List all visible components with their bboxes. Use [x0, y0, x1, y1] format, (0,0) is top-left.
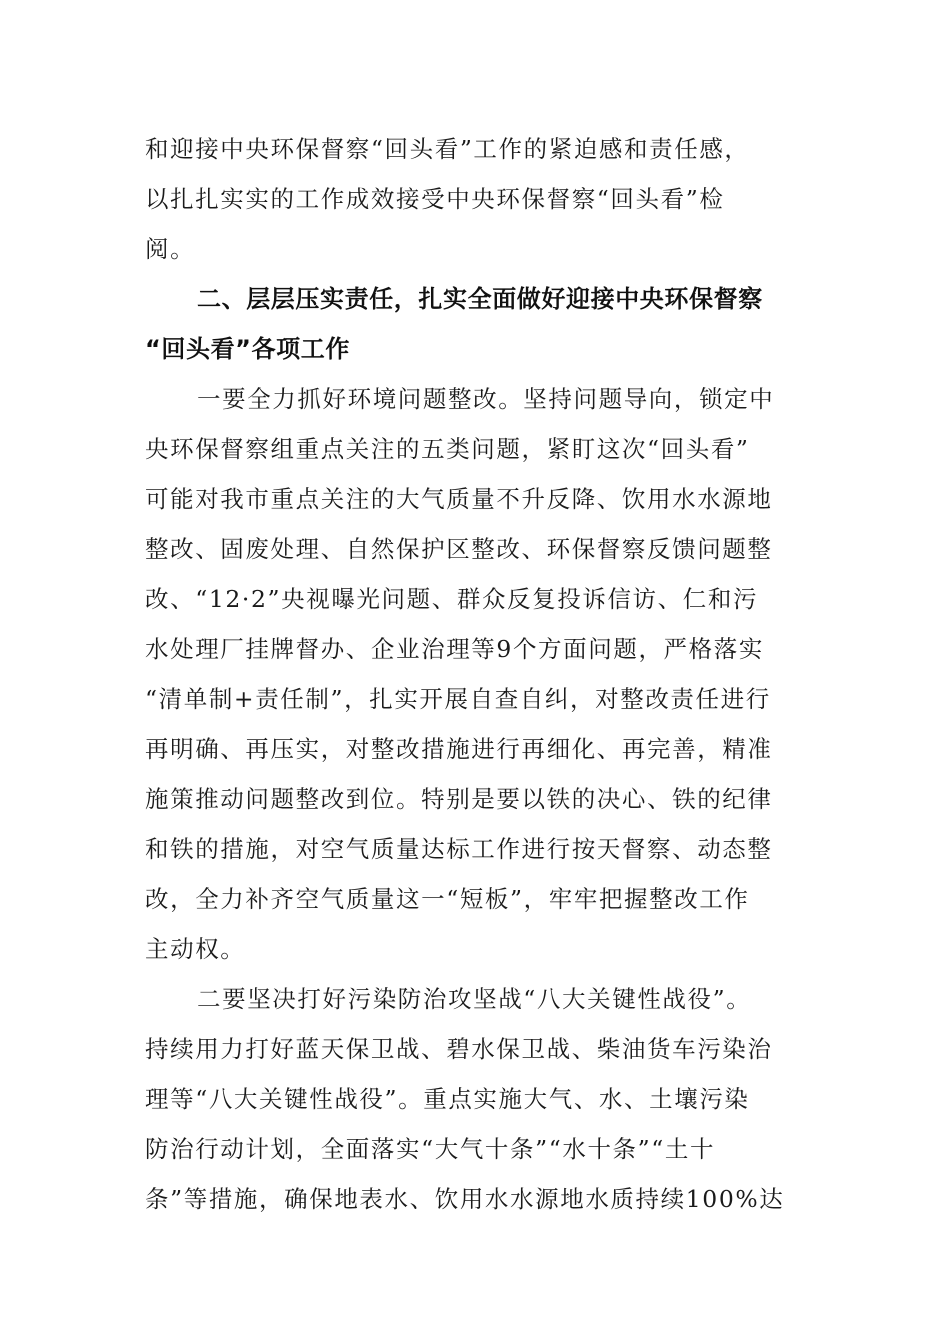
paragraph-line: “清单制+责任制”，扎实开展自查自纠，对整改责任进行: [145, 685, 771, 713]
paragraph-line: 和铁的措施，对空气质量达标工作进行按天督察、动态整: [145, 835, 773, 863]
section-heading: 二、层层压实责任，扎实全面做好迎接中央环保督察: [197, 285, 763, 313]
paragraph-line: 二要坚决打好污染防治攻坚战“八大关键性战役”。: [197, 985, 752, 1013]
paragraph-line: 改，全力补齐空气质量这一“短板”，牢牢把握整改工作: [145, 885, 750, 913]
paragraph-line: 主动权。: [145, 935, 246, 963]
paragraph-line: 条”等措施，确保地表水、饮用水水源地水质持续100%达: [145, 1185, 785, 1213]
paragraph-line: 可能对我市重点关注的大气质量不升反降、饮用水水源地: [145, 485, 773, 513]
paragraph-line: 整改、固废处理、自然保护区整改、环保督察反馈问题整: [145, 535, 773, 563]
paragraph-line: 一要全力抓好环境问题整改。坚持问题导向，锁定中: [197, 385, 775, 413]
paragraph-line: 和迎接中央环保督察“回头看”工作的紧迫感和责任感，: [145, 135, 750, 163]
paragraph-line: 水处理厂挂牌督办、企业治理等9个方面问题，严格落实: [145, 635, 764, 663]
paragraph-line: 央环保督察组重点关注的五类问题，紧盯这次“回头看”: [145, 435, 750, 463]
paragraph-line: 持续用力打好蓝天保卫战、碧水保卫战、柴油货车污染治: [145, 1035, 773, 1063]
paragraph-line: 改、“12·2”央视曝光问题、群众反复投诉信访、仁和污: [145, 585, 759, 613]
paragraph-line: 阅。: [145, 235, 196, 263]
paragraph-line: 再明确、再压实，对整改措施进行再细化、再完善，精准: [145, 735, 773, 763]
paragraph-line: 施策推动问题整改到位。特别是要以铁的决心、铁的纪律: [145, 785, 773, 813]
paragraph-line: 以扎扎实实的工作成效接受中央环保督察“回头看”检: [145, 185, 725, 213]
section-heading: “回头看”各项工作: [145, 335, 350, 363]
paragraph-line: 防治行动计划，全面落实“大气十条”“水十条”“土十: [145, 1135, 716, 1163]
paragraph-line: 理等“八大关键性战役”。重点实施大气、水、土壤污染: [145, 1085, 750, 1113]
